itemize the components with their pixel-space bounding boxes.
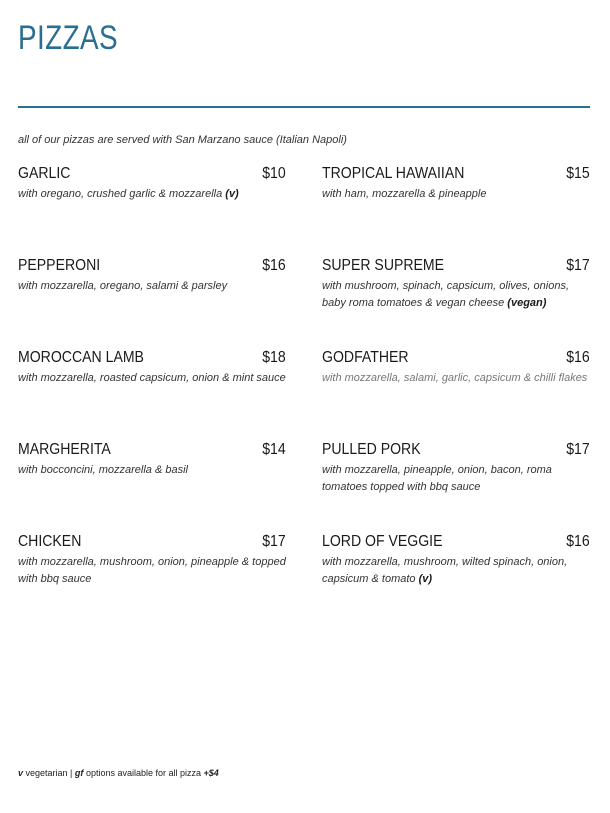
- menu-item-margherita: [18, 440, 286, 479]
- item-description: [18, 462, 286, 479]
- item-price: $16: [262, 257, 286, 274]
- item-price: $17: [566, 257, 590, 274]
- dietary-tag: (v): [418, 573, 433, 585]
- item-price: $10: [262, 165, 286, 182]
- item-name: LORD OF VEGGIE: [322, 533, 443, 550]
- gluten-free-surcharge: +$4: [203, 768, 219, 778]
- menu-item-chicken: [18, 532, 286, 588]
- item-description-text: with mozzarella, mushroom, onion, pineapple & topped with bbq sauce: [18, 556, 286, 585]
- item-price: $17: [566, 441, 590, 458]
- item-name: GODFATHER: [322, 349, 409, 366]
- gluten-free-label: options available for all pizza: [85, 768, 202, 778]
- item-price: $16: [566, 349, 590, 366]
- item-description: [322, 462, 590, 496]
- dietary-tag: (vegan): [507, 297, 547, 309]
- menu-item-godfather: [322, 348, 590, 387]
- gluten-free-mark: gf: [74, 768, 84, 778]
- menu-item-super-supreme: [322, 256, 590, 312]
- menu-item-lord-of-veggie: [322, 532, 590, 588]
- item-name: GARLIC: [18, 165, 71, 182]
- item-description: [322, 554, 590, 588]
- item-description-text: with bocconcini, mozzarella & basil: [18, 464, 188, 476]
- item-description-text: with ham, mozzarella & pineapple: [322, 188, 487, 200]
- item-description: [322, 370, 590, 387]
- item-description: [18, 186, 286, 203]
- item-description: [322, 278, 590, 312]
- item-description-text: with mozzarella, roasted capsicum, onion & mint sauce: [18, 372, 286, 384]
- item-description-text: with mozzarella, oregano, salami & parsley: [18, 280, 228, 292]
- page-title: PIZZAS: [18, 19, 119, 57]
- item-description-text: with oregano, crushed garlic & mozzarella: [18, 188, 223, 200]
- vegetarian-label: vegetarian |: [25, 768, 73, 778]
- menu-intro: all of our pizzas are served with San Marzano sauce (Italian Napoli): [18, 134, 347, 146]
- item-description-text: with mozzarella, pineapple, onion, bacon, roma tomatoes topped with bbq sauce: [322, 464, 552, 493]
- dietary-tag: (v): [225, 188, 239, 200]
- menu-item-garlic: [18, 164, 286, 203]
- item-description: [18, 554, 286, 588]
- menu-item-tropical-hawaiian: [322, 164, 590, 203]
- item-price: $18: [262, 349, 286, 366]
- menu-item-pulled-pork: [322, 440, 590, 496]
- item-description: [322, 186, 590, 203]
- item-name: CHICKEN: [18, 533, 82, 550]
- vegetarian-mark: v: [18, 768, 24, 778]
- item-description: [18, 370, 286, 387]
- item-name: MOROCCAN LAMB: [18, 349, 144, 366]
- item-description: [18, 278, 286, 295]
- menu-item-moroccan-lamb: [18, 348, 286, 387]
- item-price: $16: [566, 533, 590, 550]
- item-price: $15: [566, 165, 590, 182]
- item-name: TROPICAL HAWAIIAN: [322, 165, 465, 182]
- item-price: $14: [262, 441, 286, 458]
- item-price: $17: [262, 533, 286, 550]
- menu-item-pepperoni: [18, 256, 286, 295]
- item-name: PEPPERONI: [18, 257, 101, 274]
- title-divider: [18, 106, 590, 108]
- dietary-legend: [18, 768, 219, 778]
- item-description-text: with mozzarella, mushroom, wilted spinach, onion, capsicum & tomato: [322, 556, 568, 585]
- item-name: PULLED PORK: [322, 441, 421, 458]
- item-description-text: with mozzarella, salami, garlic, capsicum & chilli flakes: [322, 372, 588, 384]
- item-name: SUPER SUPREME: [322, 257, 445, 274]
- item-description-text: with mushroom, spinach, capsicum, olives, onions, baby roma tomatoes & vegan cheese: [322, 280, 569, 309]
- item-name: MARGHERITA: [18, 441, 111, 458]
